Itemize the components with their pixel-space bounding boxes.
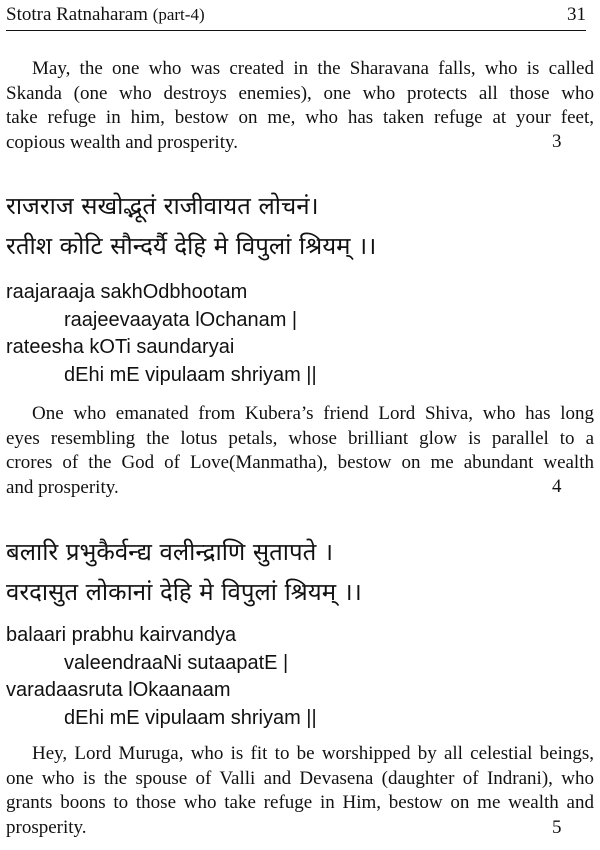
translit-line: rateesha kOTi saundaryai <box>6 336 235 358</box>
verse-number-4: 4 <box>552 476 562 497</box>
verse-4-sanskrit <box>6 186 594 266</box>
translation-line: May, the one who was created in the Sharavana falls, who is called <box>32 58 594 79</box>
translation-line: one who is the spouse of Valli and Devasena (daughter of Indrani), who <box>6 767 594 789</box>
translation-line: One who emanated from Kubera’s friend Lord Shiva, who has long <box>32 403 594 424</box>
header-title: Stotra Ratnaharam (part-4) <box>6 4 205 25</box>
translit-line: dEhi mE vipulaam shriyam || <box>64 706 317 729</box>
translit-line: dEhi mE vipulaam shriyam || <box>64 363 317 386</box>
verse-5-sanskrit <box>6 532 594 612</box>
page-number: 31 <box>567 4 586 25</box>
translation-line: Skanda (one who destroys enemies), one who protects all those who <box>6 82 594 104</box>
translation-line: Hey, Lord Muruga, who is fit to be worshipped by all celestial beings, <box>32 743 594 764</box>
verse-5-translation <box>6 742 594 840</box>
translit-line: varadaasruta lOkaanaam <box>6 679 231 701</box>
translation-line: crores of the God of Love(Manmatha), bestow on me abundant wealth <box>6 452 594 473</box>
translit-line: balaari prabhu kairvandya <box>6 624 237 646</box>
translation-line: and prosperity. <box>6 476 119 498</box>
verse-4-translation <box>6 402 594 500</box>
translit-line: raajeevaayata lOchanam | <box>64 308 298 331</box>
translit-line: valeendraaNi sutaapatE | <box>64 651 289 674</box>
sanskrit-line: राजराज सखोद्भूतं राजीवायत लोचनं। <box>6 192 319 220</box>
verse-4-transliteration <box>6 279 594 389</box>
verse-number-3: 3 <box>552 131 562 152</box>
translit-line: raajaraaja sakhOdbhootam <box>6 281 248 303</box>
translation-line: eyes resembling the lotus petals, whose brilliant glow is parallel to a <box>6 427 594 449</box>
translation-line: copious wealth and prosperity. <box>6 131 238 153</box>
sanskrit-line: बलारि प्रभुकैर्वन्द्य वलीन्द्राणि सुतापते । <box>6 538 334 566</box>
sanskrit-line: रतीश कोटि सौन्दर्यै देहि मे विपुलां श्रियम् ।। <box>6 232 377 260</box>
running-header <box>6 2 586 31</box>
verse-number-5: 5 <box>552 817 562 838</box>
verse-3-translation <box>6 57 594 155</box>
translation-line: take refuge in him, bestow on me, who has taken refuge at your feet, <box>6 107 594 128</box>
sanskrit-line: वरदासुत लोकानां देहि मे विपुलां श्रियम् ।। <box>6 578 362 606</box>
translation-line: grants boons to those who take refuge in Him, bestow on me wealth and <box>6 792 594 813</box>
verse-5-transliteration <box>6 622 594 732</box>
translation-line: prosperity. <box>6 816 87 838</box>
